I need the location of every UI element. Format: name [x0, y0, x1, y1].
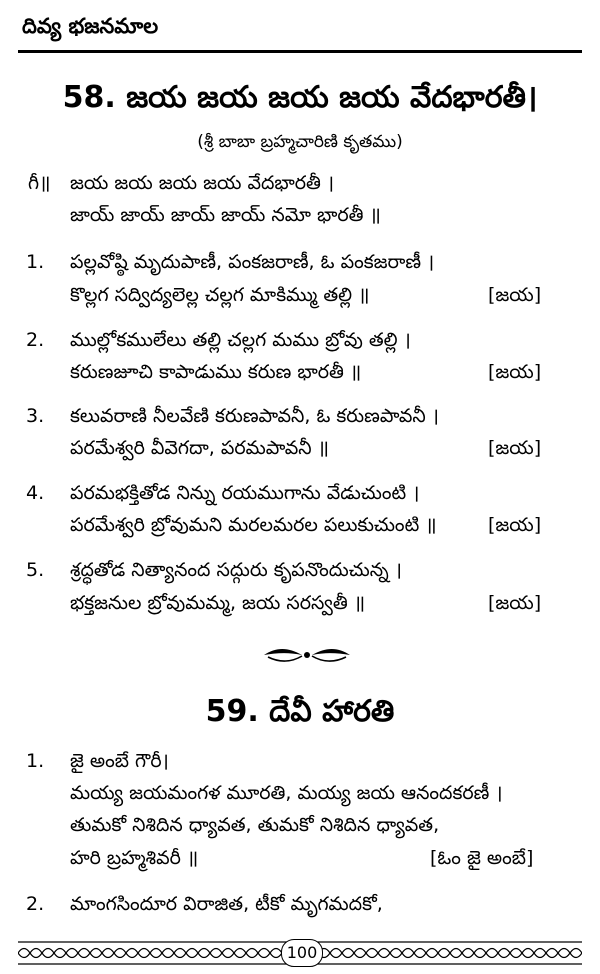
gi-line-2: జాయ్ జాయ్ జాయ్ జాయ్ నమో భారతీ ॥ — [70, 204, 381, 226]
verse-58-1-number: 1. — [26, 251, 45, 273]
section-58-subtitle: (శ్రీ బాబా బ్రహ్మచారిణి కృతము) — [197, 132, 403, 152]
verse-59-1-line-3: తుమకో నిశిదిన ధ్యావత, తుమకో నిశిదిన ధ్యావత, — [70, 814, 440, 836]
verse-58-3-line-1: కలువరాణి నీలవేణి కరుణపావనీ, ఓ కరుణపావనీ । — [70, 405, 439, 427]
verse-59-1-line-1: జై అంబే గౌరీ। — [70, 750, 169, 772]
verse-58-1-line-2: కొల్లగ సద్విద్యలెల్ల చల్లగ మాకిమ్ము తల్లి ॥ — [70, 284, 370, 306]
verse-58-5-refrain: [జయ] — [488, 592, 542, 614]
verse-58-2-refrain: [జయ] — [488, 361, 542, 383]
gi-label: గీ॥ — [28, 172, 51, 194]
verse-58-5-line-1: శ్రద్ధతోడ నిత్యానంద సద్గురు కృపనొందుచున్న । — [70, 559, 402, 581]
verse-58-5-number: 5. — [26, 559, 45, 581]
verse-59-2-number: 2. — [26, 893, 45, 915]
verse-58-2-line-2: కరుణజూచి కాపాడుము కరుణ భారతీ ॥ — [70, 361, 362, 383]
verse-58-4-number: 4. — [26, 482, 45, 504]
page-number: 100 — [281, 939, 323, 967]
ornament-divider — [262, 644, 352, 666]
verse-58-3-refrain: [జయ] — [488, 437, 542, 459]
verse-58-4-line-1: పరమభక్తితోడ నిన్ను రయముగాను వేడుచుంటి । — [70, 482, 420, 504]
verse-59-1-number: 1. — [26, 750, 45, 772]
verse-58-4-line-2: పరమేశ్వరి బ్రోవుమని మరలమరల పలుకుచుంటి ॥ — [70, 514, 437, 536]
running-head: దివ్య భజనమాల — [22, 14, 159, 38]
verse-58-5-line-2: భక్తజనుల బ్రోవుమమ్మ, జయ సరస్వతీ ॥ — [70, 592, 366, 614]
verse-58-2-number: 2. — [26, 329, 45, 351]
section-58-title: 58. జయ జయ జయ జయ వేదభారతీ। — [62, 80, 538, 115]
verse-58-2-line-1: ముల్లోకములేలు తల్లి చల్లగ మము బ్రోవు తల్లి । — [70, 329, 411, 351]
verse-58-1-line-1: పల్లవోష్ఠి మృదుపాణీ, పంకజరాణీ, ఓ పంకజరాణీ । — [70, 251, 435, 273]
verse-58-4-refrain: [జయ] — [488, 514, 542, 536]
verse-58-3-line-2: పరమేశ్వరి వీవెగదా, పరమపావనీ ॥ — [70, 437, 329, 459]
section-59-title: 59. దేవీ హారతి — [205, 694, 395, 729]
verse-59-1-line-2: మయ్య జయమంగళ మూరతి, మయ్య జయ ఆనందకరణీ । — [70, 782, 503, 804]
header-rule — [18, 50, 582, 53]
gi-line-1: జయ జయ జయ జయ వేదభారతీ । — [70, 172, 335, 194]
verse-59-2-line-1: మాంగసిందూర విరాజిత, టీకో మృగమదకో, — [70, 893, 383, 915]
verse-58-3-number: 3. — [26, 405, 45, 427]
verse-59-1-line-4: హరి బ్రహ్మశివరీ ॥ — [70, 847, 199, 869]
verse-58-1-refrain: [జయ] — [488, 284, 542, 306]
verse-59-1-refrain: [ఓం జై అంబే] — [430, 847, 534, 869]
